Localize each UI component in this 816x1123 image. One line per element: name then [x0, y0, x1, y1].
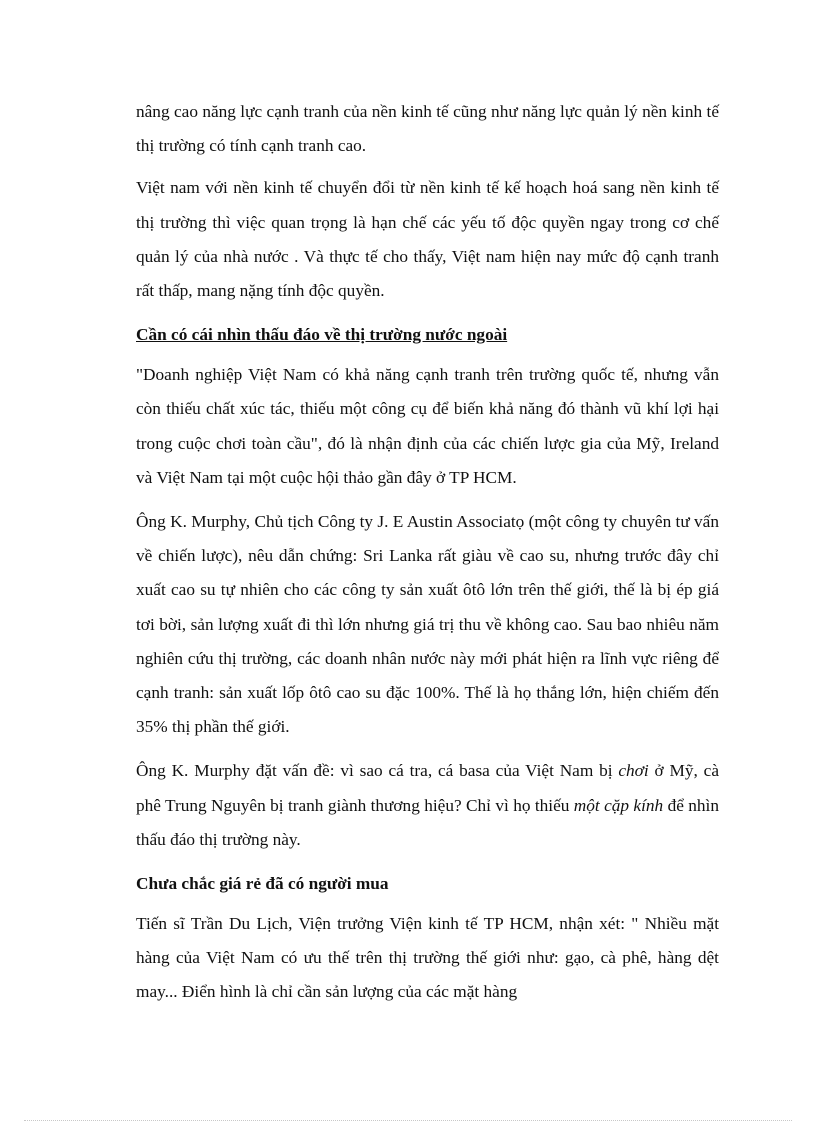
- paragraph-murphy-sri-lanka: Ông K. Murphy, Chủ tịch Công ty J. E Austin Associatọ (một công ty chuyên tư vấn về chiến lược), nêu dẫn chứng: Sri Lanka rất giàu về cao su, nhưng trước đây chỉ xuất cao su tự nhiên cho các công ty sản xuất ôtô lớn trên thế giới, thế là bị ép giá tơi bời, sản lượng xuất đi thì lớn nhưng giá trị thu về không cao. Sau bao nhiêu năm nghiên cứu thị trường, các doanh nhân nước này mới phát hiện ra lĩnh vực riêng để cạnh tranh: sản xuất lốp ôtô cao su đặc 100%. Thế là họ thắng lớn, hiện chiếm đến 35% thị phần thế giới.: [136, 512, 719, 737]
- paragraph-tran-du-lich: Tiến sĩ Trần Du Lịch, Viện trưởng Viện kinh tế TP HCM, nhận xét: " Nhiều mặt hàng của Việt Nam có ưu thế trên thị trường thế giới như: gạo, cà phê, hàng dệt may... Điển hình là chỉ cần sản lượng của các mặt hàng: [136, 914, 719, 1002]
- para5-text-2: ở Mỹ, cà phê Trung Nguyên bị tranh giành thương hiệu? Chỉ vì họ thiếu: [136, 761, 719, 815]
- page-divider: [24, 1120, 792, 1121]
- paragraph-murphy-question: [136, 754, 719, 857]
- document-page: [136, 95, 719, 1020]
- para5-text-1: Ông K. Murphy đặt vấn đề: vì sao cá tra, cá basa của Việt Nam bị: [136, 761, 619, 781]
- paragraph-enterprise-quote: "Doanh nghiệp Việt Nam có khả năng cạnh tranh trên trường quốc tế, nhưng vẫn còn thiếu chất xúc tác, thiếu một công cụ để biến khả năng đó thành vũ khí lợi hại trong cuộc chơi toàn cầu", đó là nhận định của các chiến lược gia của Mỹ, Ireland và Việt Nam tại một cuộc hội thảo gần đây ở TP HCM.: [136, 365, 719, 487]
- paragraph-vietnam-transition: Việt nam với nền kinh tế chuyển đổi từ nền kinh tế kế hoạch hoá sang nền kinh tế thị trường thì việc quan trọng là hạn chế các yếu tố độc quyền ngay trong cơ chế quản lý của nhà nước . Và thực tế cho thấy, Việt nam hiện nay mức độ cạnh tranh rất thấp, mang nặng tính độc quyền.: [136, 178, 719, 301]
- paragraph-competition-capacity: nâng cao năng lực cạnh tranh của nền kinh tế cũng như năng lực quản lý nền kinh tế thị trường có tính cạnh tranh cao.: [136, 102, 719, 156]
- para5-text-3: để nhìn thấu đáo thị trường này.: [136, 795, 719, 849]
- para5-italic-choi: chơi: [618, 761, 649, 781]
- heading-cheap-price: Chưa chắc giá rẻ đã có người mua: [136, 874, 389, 894]
- heading-foreign-market-insight: Cần có cái nhìn thấu đáo về thị trường nước ngoài: [136, 325, 508, 345]
- para5-italic-cap-kinh: một cặp kính: [573, 795, 664, 815]
